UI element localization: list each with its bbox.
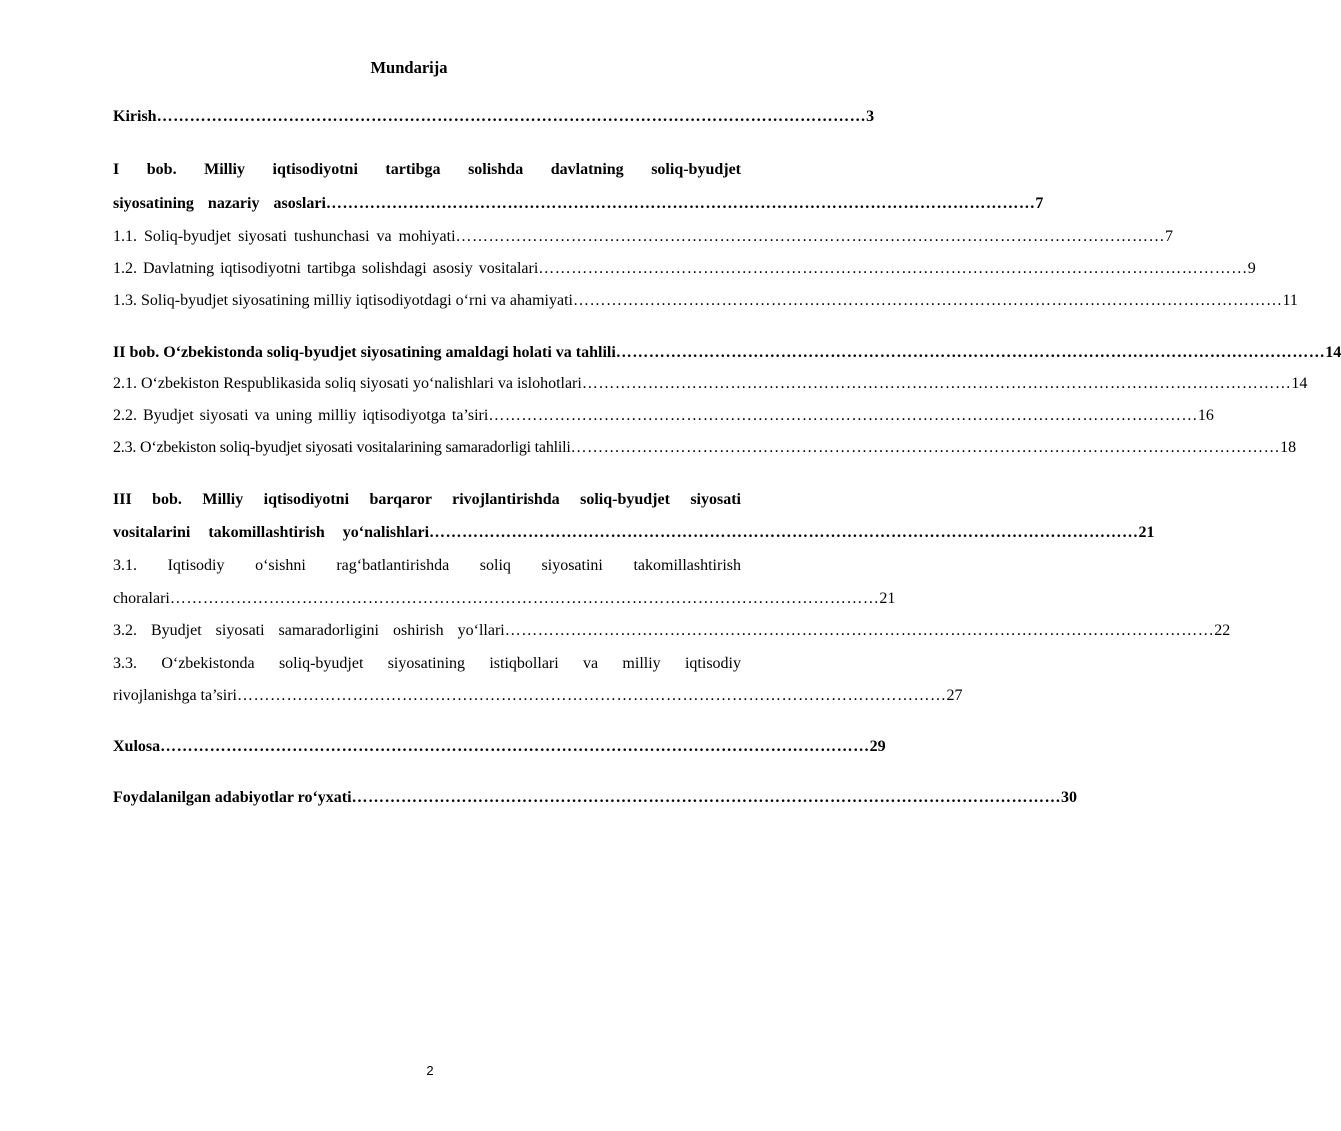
dot-leader: ………………………………………………………………………………………………………………… <box>572 292 1283 309</box>
dot-leader: ………………………………………………………………………………………………………………… <box>169 590 880 607</box>
toc-entry-intro <box>113 108 875 126</box>
toc-entry-1-3 <box>113 292 1298 310</box>
toc-page-number: 14 <box>1291 375 1308 392</box>
toc-entry-3-1-line1: 3.1. Iqtisodiy o‘sishni rag‘batlantirishda soliq siyosatini takomillashtirish <box>113 557 741 574</box>
toc-page-number: 16 <box>1197 407 1214 424</box>
toc-chapter2 <box>113 344 1341 362</box>
toc-entry-1-2 <box>113 260 1256 278</box>
dot-leader: ………………………………………………………………………………………………………………… <box>429 524 1139 541</box>
toc-entry-3-1-line2 <box>113 590 896 608</box>
dot-leader: ………………………………………………………………………………………………………………… <box>236 687 947 704</box>
dot-leader: ………………………………………………………………………………………………………………… <box>615 344 1326 361</box>
toc-entry-text: 1.2. Davlatning iqtisodiyotni tartibga solishdagi asosiy vositalari <box>113 260 539 277</box>
dot-leader: ………………………………………………………………………………………………………………… <box>504 622 1215 639</box>
toc-page-number: 11 <box>1282 292 1298 309</box>
toc-page-number: 27 <box>946 687 963 704</box>
toc-chapter3-line2 <box>113 524 1155 542</box>
toc-entry-2-1 <box>113 375 1308 393</box>
toc-page-number: 21 <box>879 590 896 607</box>
toc-entry-text: siyosatining nazariy asoslari <box>113 195 326 212</box>
toc-page-number: 7 <box>1165 228 1174 245</box>
dot-leader: ………………………………………………………………………………………………………………… <box>581 375 1292 392</box>
toc-page-number: 21 <box>1138 524 1155 541</box>
toc-page-number: 3 <box>866 108 875 125</box>
dot-leader: ………………………………………………………………………………………………………………… <box>488 407 1198 424</box>
toc-entry-conclusion <box>113 738 886 756</box>
toc-entry-1-1 <box>113 228 1174 246</box>
toc-page-number: 22 <box>1214 622 1231 639</box>
toc-entry-2-3 <box>113 439 1297 457</box>
toc-page-number: 9 <box>1247 260 1256 277</box>
toc-entry-text: 1.3. Soliq-byudjet siyosatining milliy iqtisodiyotdagi o‘rni va ahamiyati <box>113 292 573 309</box>
toc-entry-text: vositalarini takomillashtirish yo‘nalishlari <box>113 524 430 541</box>
toc-chapter1-line1: I bob. Milliy iqtisodiyotni tartibga solishda davlatning soliq-byudjet <box>113 161 741 178</box>
toc-entry-text: Xulosa <box>113 738 161 755</box>
toc-entry-text: Foydalanilgan adabiyotlar ro‘yxati <box>113 789 352 806</box>
toc-entry-text: 1.1. Soliq-byudjet siyosati tushunchasi va mohiyati <box>113 228 456 245</box>
page-number: 2 <box>426 1063 434 1078</box>
toc-page-number: 29 <box>869 738 886 755</box>
toc-entry-text: 3.2. Byudjet siyosati samaradorligini oshirish yo‘llari <box>113 622 505 639</box>
toc-chapter1-line2 <box>113 195 1044 213</box>
toc-entry-references <box>113 789 1078 807</box>
toc-entry-text: 2.1. O‘zbekiston Respublikasida soliq siyosati yo‘nalishlari va islohotlari <box>113 375 582 392</box>
toc-entry-text: 2.2. Byudjet siyosati va uning milliy iqtisodiyotga ta’siri <box>113 407 489 424</box>
toc-page-number: 18 <box>1280 439 1297 456</box>
toc-page-number: 30 <box>1061 789 1078 806</box>
dot-leader: ………………………………………………………………………………………………………………… <box>455 228 1166 245</box>
toc-entry-3-2 <box>113 622 1231 640</box>
toc-entry-text: 2.3. O‘zbekiston soliq-byudjet siyosati vositalarining samaradorligi tahlili <box>113 439 571 456</box>
dot-leader: ………………………………………………………………………………………………………………… <box>351 789 1062 806</box>
toc-entry-3-3-line1: 3.3. O‘zbekistonda soliq-byudjet siyosatining istiqbollari va milliy iqtisodiy <box>113 655 741 672</box>
toc-entry-text: Kirish <box>113 108 157 125</box>
toc-page-number: 7 <box>1035 195 1044 212</box>
toc-chapter3-line1: III bob. Milliy iqtisodiyotni barqaror rivojlantirishda soliq-byudjet siyosati <box>113 491 741 508</box>
toc-entry-text: rivojlanishga ta’siri <box>113 687 237 704</box>
toc-entry-3-3-line2 <box>113 687 963 705</box>
dot-leader: ………………………………………………………………………………………………………………… <box>156 108 867 125</box>
dot-leader: ………………………………………………………………………………………………………………… <box>325 195 1036 212</box>
toc-entry-text: choralari <box>113 590 170 607</box>
toc-page-number: 14 <box>1325 344 1341 361</box>
dot-leader: ………………………………………………………………………………………………………………… <box>538 260 1248 277</box>
dot-leader: ………………………………………………………………………………………………………………… <box>160 738 870 755</box>
toc-entry-2-2 <box>113 407 1214 425</box>
dot-leader: ………………………………………………………………………………………………………………… <box>570 439 1281 456</box>
toc-entry-text: II bob. O‘zbekistonda soliq-byudjet siyosatining amaldagi holati va tahlili <box>113 344 616 361</box>
toc-title: Mundarija <box>370 58 448 77</box>
